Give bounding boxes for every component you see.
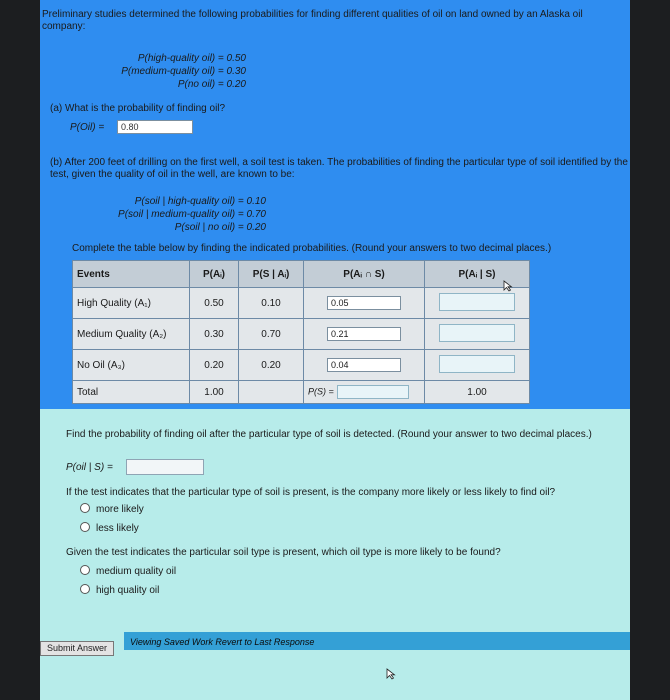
radio-circle-icon[interactable] (80, 503, 90, 513)
table-row (73, 288, 530, 319)
likely-question: If the test indicates that the particular type of soil is present, is the company more likely or less likely to find oil? (66, 487, 556, 498)
saved-work-bar (124, 632, 630, 650)
p-oil-given-s-label: P(oil | S) = (66, 462, 113, 473)
type-question: Given the test indicates the particular soil type is present, which oil type is more likely to be found? (66, 547, 501, 558)
conditional-high: P(soil | high-quality oil) = 0.10 (134, 196, 266, 207)
header-events: Events (73, 261, 190, 288)
mouse-cursor-icon (386, 668, 396, 680)
p-a-and-s-input[interactable]: 0.04 (327, 358, 401, 372)
p-s-input[interactable] (337, 385, 409, 399)
prior-high: P(high-quality oil) = 0.50 (137, 53, 246, 64)
header-p-a-and-s: P(Aᵢ ∩ S) (304, 261, 425, 288)
header-p-a: P(Aᵢ) (190, 261, 239, 288)
radio-circle-icon[interactable] (80, 522, 90, 532)
radio-circle-icon[interactable] (80, 584, 90, 594)
total-p-s-given-a-empty (239, 381, 304, 404)
event-label: No Oil (A₃) (73, 350, 190, 381)
submit-answer-button[interactable]: Submit Answer (40, 641, 114, 656)
prior-medium: P(medium-quality oil) = 0.30 (121, 66, 246, 77)
p-s-given-a-value: 0.10 (239, 288, 304, 319)
table-header-row (73, 261, 530, 288)
event-label: High Quality (A₁) (73, 288, 190, 319)
radio-high-quality[interactable]: high quality oil (80, 584, 159, 596)
p-a-given-s-input[interactable] (439, 324, 515, 342)
total-p-a: 1.00 (190, 381, 239, 404)
p-a-value: 0.20 (190, 350, 239, 381)
total-p-s-cell (304, 381, 425, 404)
p-a-given-s-cell (425, 288, 530, 319)
header-p-s-given-a: P(S | Aᵢ) (239, 261, 304, 288)
radio-medium-quality[interactable]: medium quality oil (80, 565, 176, 577)
p-a-given-s-input[interactable] (439, 355, 515, 373)
event-label: Medium Quality (A₂) (73, 319, 190, 350)
radio-less-likely[interactable]: less likely (80, 522, 139, 534)
p-s-given-a-value: 0.70 (239, 319, 304, 350)
table-row (73, 350, 530, 381)
p-oil-given-s-input[interactable] (126, 459, 204, 475)
part-a-label: P(Oil) = (70, 122, 105, 133)
p-a-given-s-cell (425, 319, 530, 350)
radio-circle-icon[interactable] (80, 565, 90, 575)
p-a-and-s-input[interactable]: 0.05 (327, 296, 401, 310)
conditional-medium: P(soil | medium-quality oil) = 0.70 (118, 209, 266, 220)
p-a-and-s-cell (304, 319, 425, 350)
part-a-question: (a) What is the probability of finding oil? (50, 103, 226, 114)
probability-table (72, 260, 530, 404)
p-a-value: 0.50 (190, 288, 239, 319)
table-total-row (73, 381, 530, 404)
total-p-a-given-s: 1.00 (425, 381, 530, 404)
p-oil-input[interactable]: 0.80 (117, 120, 193, 134)
p-a-and-s-input[interactable]: 0.21 (327, 327, 401, 341)
conditional-none: P(soil | no oil) = 0.20 (174, 222, 266, 233)
p-a-and-s-cell (304, 288, 425, 319)
table-instruction: Complete the table below by finding the indicated probabilities. (Round your answers to two decimal places.) (72, 243, 552, 254)
total-label: Total (73, 381, 190, 404)
p-s-label: P(S) = (308, 386, 334, 397)
intro-text: Preliminary studies determined the following probabilities for finding different qualities of oil on land owned by an Alaska oil company: (42, 9, 583, 32)
find-question: Find the probability of finding oil after the particular type of soil is detected. (Round your answer to two decimal places.) (66, 429, 592, 440)
prior-none: P(no oil) = 0.20 (177, 79, 246, 90)
mouse-cursor-icon (503, 280, 513, 292)
p-a-given-s-cell (425, 350, 530, 381)
header-p-a-given-s: P(Aᵢ | S) (425, 261, 530, 288)
radio-more-likely[interactable]: more likely (80, 503, 144, 515)
part-b-question: (b) After 200 feet of drilling on the first well, a soil test is taken. The probabilities of finding the particular type of soil identified by the test, given the quality of oil in the well, are known to be: (50, 157, 628, 180)
p-a-given-s-input[interactable] (439, 293, 515, 311)
p-a-and-s-cell (304, 350, 425, 381)
p-a-value: 0.30 (190, 319, 239, 350)
saved-work-text[interactable]: Viewing Saved Work Revert to Last Response (130, 637, 315, 647)
table-row (73, 319, 530, 350)
p-s-given-a-value: 0.20 (239, 350, 304, 381)
